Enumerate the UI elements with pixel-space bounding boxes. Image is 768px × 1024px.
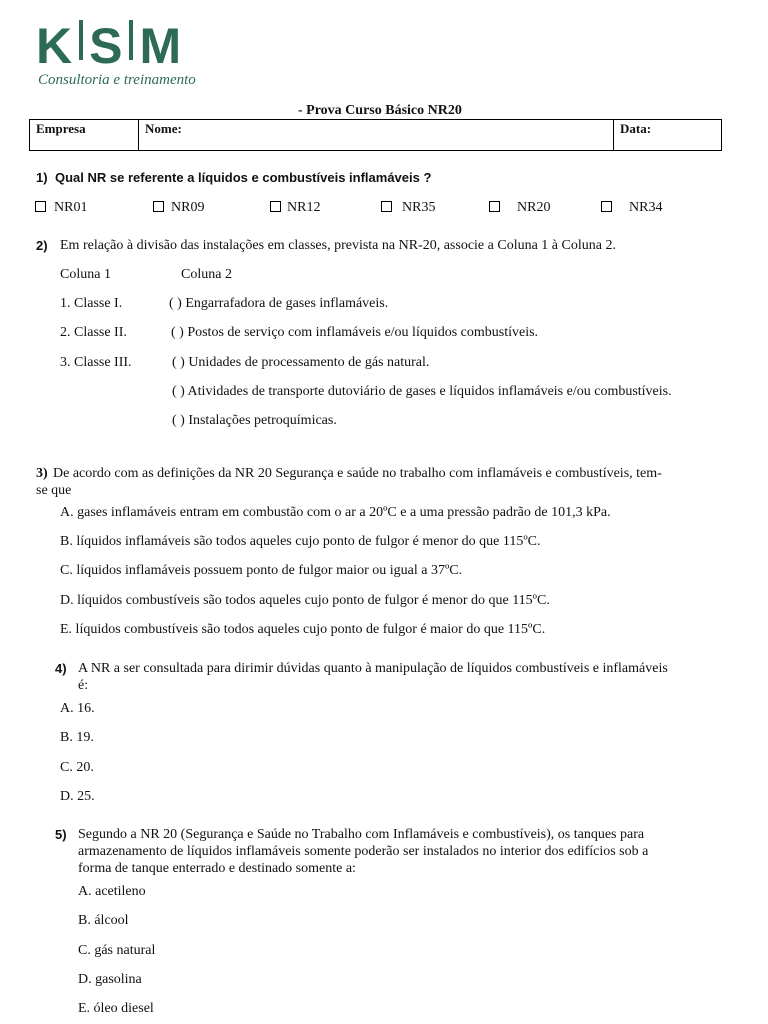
q3-option[interactable]: A. gases inflamáveis entram em combustão com o ar a 20ºC e a uma pressão padrão de 101,3 kPa.	[60, 505, 611, 520]
q1-option-checkbox-5[interactable]	[601, 201, 612, 212]
q5-option[interactable]: A. acetileno	[78, 884, 146, 899]
logo-letter-s: S	[89, 18, 124, 74]
q2-col2-item: ( ) Instalações petroquímicas.	[172, 413, 337, 428]
q2-col2-item: ( ) Unidades de processamento de gás natural.	[172, 355, 430, 370]
q1-option-checkbox-2[interactable]	[270, 201, 281, 212]
q2-col2-item: ( ) Postos de serviço com inflamáveis e/ou líquidos combustíveis.	[171, 325, 539, 340]
q1-option-checkbox-4[interactable]	[489, 201, 500, 212]
header-table	[29, 119, 722, 151]
q5-option[interactable]: B. álcool	[78, 913, 129, 928]
q3-option[interactable]: B. líquidos inflamáveis são todos aqueles cujo ponto de fulgor é menor do que 115ºC.	[60, 534, 541, 549]
q4-option[interactable]: B. 19.	[60, 730, 94, 745]
q3-text-line2: se que	[36, 483, 72, 498]
q5-option[interactable]: E. óleo diesel	[78, 1001, 154, 1016]
q1-option-label-2: NR12	[287, 200, 321, 215]
q1-option-checkbox-3[interactable]	[381, 201, 392, 212]
logo-divider	[129, 20, 133, 60]
q4-option[interactable]: D. 25.	[60, 789, 95, 804]
q4-text-line1: A NR a ser consultada para dirimir dúvidas quanto à manipulação de líquidos combustíveis e inflamáveis	[78, 661, 668, 676]
q2-col2-item: ( ) Engarrafadora de gases inflamáveis.	[169, 296, 389, 311]
q2-col1-item: 2. Classe II.	[60, 325, 127, 340]
q1-option-label-3: NR35	[402, 200, 436, 215]
q5-text-line3: forma de tanque enterrado e destinado somente a:	[78, 861, 356, 876]
q5-option[interactable]: C. gás natural	[78, 943, 156, 958]
q1-option-label-1: NR09	[171, 200, 205, 215]
ksm-logo	[36, 20, 196, 92]
q1-option-label-0: NR01	[54, 200, 88, 215]
page-title: - Prova Curso Básico NR20	[298, 103, 462, 118]
nome-cell[interactable]	[139, 120, 613, 150]
logo-divider	[79, 20, 83, 60]
q5-text-line1: Segundo a NR 20 (Segurança e Saúde no Trabalho com Inflamáveis e combustíveis), os tanques para	[78, 827, 645, 842]
q5-text-line2: armazenamento de líquidos inflamáveis somente poderão ser instalados no interior dos edifícios sob a	[78, 844, 649, 859]
q2-number: 2)	[36, 238, 48, 253]
q1-number: 1)	[36, 170, 48, 185]
q1-option-label-4: NR20	[517, 200, 551, 215]
empresa-label: Empresa	[36, 121, 86, 136]
q2-col1-header: Coluna 1	[60, 267, 111, 282]
q2-col1-item: 1. Classe I.	[60, 296, 123, 311]
q1-text: Qual NR se referente a líquidos e combustíveis inflamáveis ?	[55, 170, 432, 185]
q3-option[interactable]: D. líquidos combustíveis são todos aqueles cujo ponto de fulgor é menor do que 115ºC.	[60, 593, 550, 608]
nome-label: Nome:	[145, 121, 182, 136]
data-label: Data:	[620, 121, 652, 136]
logo-letter-k: K	[36, 18, 74, 74]
q5-number: 5)	[55, 827, 67, 842]
q4-text-line2: é:	[78, 678, 89, 693]
empresa-cell[interactable]	[30, 120, 138, 150]
q4-number: 4)	[55, 661, 67, 676]
q2-col2-item: ( ) Atividades de transporte dutoviário de gases e líquidos inflamáveis e/ou combustíveis.	[172, 384, 672, 399]
q5-option[interactable]: D. gasolina	[78, 972, 142, 987]
q2-text: Em relação à divisão das instalações em classes, prevista na NR-20, associe a Coluna 1 à Coluna 2.	[60, 238, 616, 253]
q4-option[interactable]: C. 20.	[60, 760, 94, 775]
logo-tagline: Consultoria e treinamento	[38, 72, 196, 88]
q2-col2-header: Coluna 2	[181, 267, 232, 282]
q3-option[interactable]: C. líquidos inflamáveis possuem ponto de fulgor maior ou igual a 37ºC.	[60, 563, 463, 578]
q1-option-checkbox-0[interactable]	[35, 201, 46, 212]
logo-letters	[36, 18, 183, 74]
q1-option-label-5: NR34	[629, 200, 663, 215]
q1-option-checkbox-1[interactable]	[153, 201, 164, 212]
q3-option[interactable]: E. líquidos combustíveis são todos aqueles cujo ponto de fulgor é maior do que 115ºC.	[60, 622, 546, 637]
q4-option[interactable]: A. 16.	[60, 701, 95, 716]
logo-letter-m: M	[139, 18, 183, 74]
q2-col1-item: 3. Classe III.	[60, 355, 132, 370]
q3-number: 3)	[36, 466, 48, 481]
data-cell[interactable]	[614, 120, 721, 150]
q3-text-line1: De acordo com as definições da NR 20 Segurança e saúde no trabalho com inflamáveis e combustíveis, tem-	[53, 466, 662, 481]
